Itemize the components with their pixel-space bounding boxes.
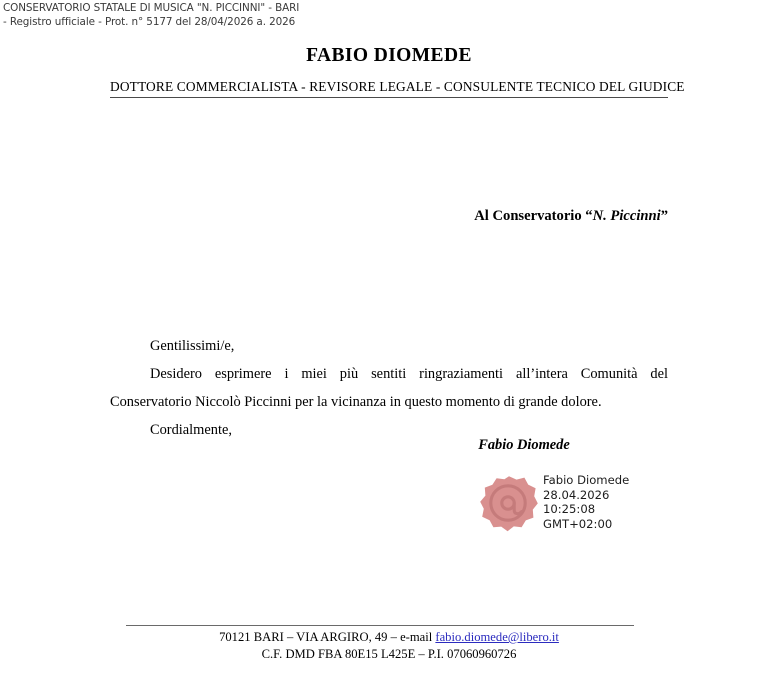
digital-signature-stamp bbox=[478, 470, 658, 542]
signature-time: 10:25:08 bbox=[543, 502, 596, 517]
digital-signature-details bbox=[543, 473, 629, 531]
body-closing: Cordialmente, bbox=[150, 422, 232, 438]
footer-tax-line: C.F. DMD FBA 80E15 L425E – P.I. 07060960726 bbox=[261, 646, 517, 661]
footer bbox=[110, 629, 668, 662]
letterhead-name: FABIO DIOMEDE bbox=[306, 45, 472, 66]
letter-body bbox=[110, 332, 668, 444]
addressee-prefix: Al Conservatorio “ bbox=[474, 208, 593, 224]
letterhead bbox=[110, 44, 685, 96]
footer-address-line bbox=[110, 629, 668, 646]
addressee-entity: N. Piccinni bbox=[592, 208, 661, 224]
signature-timezone: GMT+02:00 bbox=[543, 516, 613, 531]
protocol-stamp-institution: CONSERVATORIO STATALE DI MUSICA "N. PICCINNI" - BARI bbox=[3, 2, 300, 14]
footer-email-link[interactable]: fabio.diomede@libero.it bbox=[435, 630, 559, 644]
letterhead-divider bbox=[110, 97, 668, 98]
protocol-stamp-registry: - Registro ufficiale - Prot. n° 5177 del 28/04/2026 a. 2026 bbox=[3, 15, 296, 28]
footer-address-text: 70121 BARI – VIA ARGIRO, 49 – e-mail bbox=[219, 630, 436, 644]
signature-date: 28.04.2026 bbox=[543, 487, 610, 502]
addressee-suffix: ” bbox=[660, 208, 668, 224]
footer-divider bbox=[126, 625, 634, 626]
protocol-stamp bbox=[3, 2, 299, 29]
signature-name: Fabio Diomede bbox=[478, 437, 570, 453]
addressee-line bbox=[260, 206, 668, 226]
letterhead-subtitle: DOTTORE COMMERCIALISTA - REVISORE LEGALE - CONSULENTE TECNICO DEL GIUDICE bbox=[110, 79, 685, 94]
body-paragraph: Desidero esprimere i miei più sentiti ringraziamenti all’intera Comunità del Conservatorio Niccolò Piccinni per la vicinanza in questo momento di grande dolore. bbox=[110, 366, 668, 410]
at-sign-wax-seal-icon bbox=[478, 474, 540, 536]
body-greeting: Gentilissimi/e, bbox=[150, 338, 235, 354]
signer-name: Fabio Diomede bbox=[543, 473, 630, 487]
